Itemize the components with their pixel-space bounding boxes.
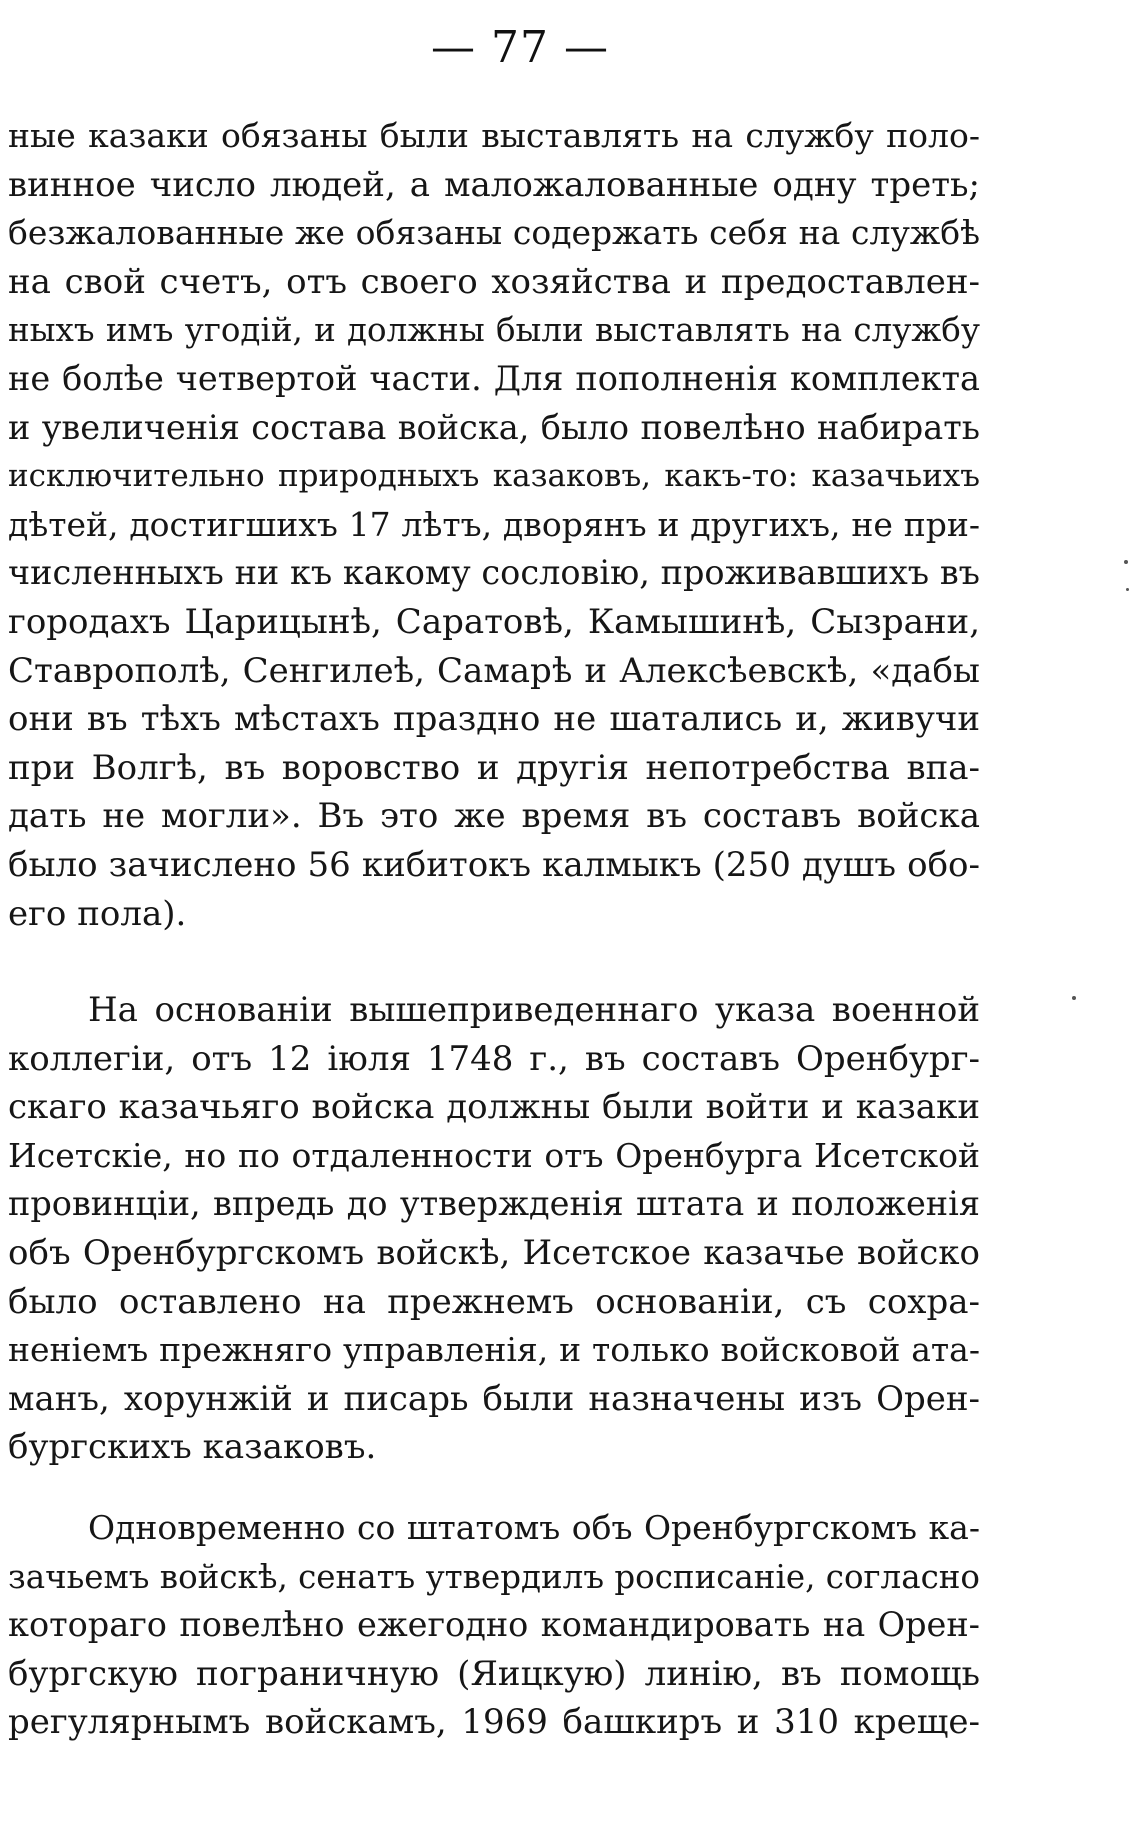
- scan-speck: [1124, 560, 1128, 564]
- text-line: На основаніи вышеприведеннаго указа военной: [88, 990, 980, 1030]
- text-line: неніемъ прежняго управленія, и только войсковой ата-: [8, 1330, 980, 1370]
- text-line: численныхъ ни къ какому сословію, проживавшихъ въ: [8, 553, 980, 593]
- text-line: Исетскіе, но по отдаленности отъ Оренбурга Исетской: [8, 1135, 980, 1175]
- text-line: объ Оренбургскомъ войскѣ, Исетское казачье войско: [8, 1232, 980, 1273]
- text-line: было зачислено 56 кибитокъ калмыкъ (250 душъ обо-: [8, 844, 980, 885]
- text-line: дѣтей, достигшихъ 17 лѣтъ, дворянъ и другихъ, не при-: [8, 504, 980, 544]
- text-line: коллегіи, отъ 12 іюля 1748 г., въ составъ Оренбург-: [8, 1038, 980, 1079]
- text-line: они въ тѣхъ мѣстахъ праздно не шатались и, живучи: [8, 699, 980, 740]
- paragraph-3: [8, 1504, 980, 1747]
- text-line: зачьемъ войскѣ, сенатъ утвердилъ росписаніе, согласно: [8, 1557, 981, 1596]
- text-line: регулярнымъ войскамъ, 1969 башкиръ и 310 креще-: [8, 1702, 980, 1743]
- text-line: на свой счетъ, отъ своего хозяйства и предоставлен-: [8, 261, 980, 302]
- text-line: провинціи, впредь до утвержденія штата и положенія: [8, 1184, 980, 1224]
- text-line: не болѣе четвертой части. Для пополненія комплекта: [8, 358, 980, 398]
- text-line: при Волгѣ, въ воровство и другія непотребства впа-: [8, 747, 980, 788]
- text-line: ныхъ имъ угодій, и должны были выставлять на службу: [8, 311, 980, 350]
- paragraph-1: [8, 112, 980, 938]
- text-line: городахъ Царицынѣ, Саратовѣ, Камышинѣ, Сызрани,: [8, 601, 980, 642]
- text-line: и увеличенія состава войска, было повелѣно набирать: [8, 407, 980, 447]
- text-line: безжалованные же обязаны содержать себя на службѣ: [8, 213, 980, 253]
- text-line: Одновременно со штатомъ объ Оренбургскомъ ка-: [88, 1508, 980, 1547]
- text-line: Ставрополѣ, Сенгилеѣ, Самарѣ и Алексѣевскѣ, «дабы: [8, 650, 980, 691]
- text-line: дать не могли». Въ это же время въ составъ войска: [8, 796, 980, 837]
- scan-speck: [1126, 588, 1129, 591]
- text-line: бургскихъ казаковъ.: [8, 1427, 377, 1468]
- text-line: манъ, хорунжій и писарь были назначены изъ Орен-: [8, 1378, 980, 1419]
- text-line: ные казаки обязаны были выставлять на службу поло-: [8, 116, 980, 155]
- text-line: котораго повелѣно ежегодно командировать на Орен-: [8, 1605, 980, 1645]
- scan-speck: [1072, 996, 1076, 1000]
- text-line: исключительно природныхъ казаковъ, какъ-то: казачьихъ: [8, 458, 980, 495]
- text-line: скаго казачьяго войска должны были войти и казаки: [8, 1087, 980, 1128]
- page-number: — 77 —: [431, 22, 609, 73]
- text-line: было оставлено на прежнемъ основаніи, съ сохра-: [8, 1281, 980, 1322]
- paragraph-2: [8, 986, 980, 1472]
- text-line: винное число людей, а маложалованные одну треть;: [8, 164, 980, 205]
- text-line: бургскую пограничную (Яицкую) линію, въ помощь: [8, 1653, 980, 1694]
- text-line: его пола).: [8, 893, 187, 934]
